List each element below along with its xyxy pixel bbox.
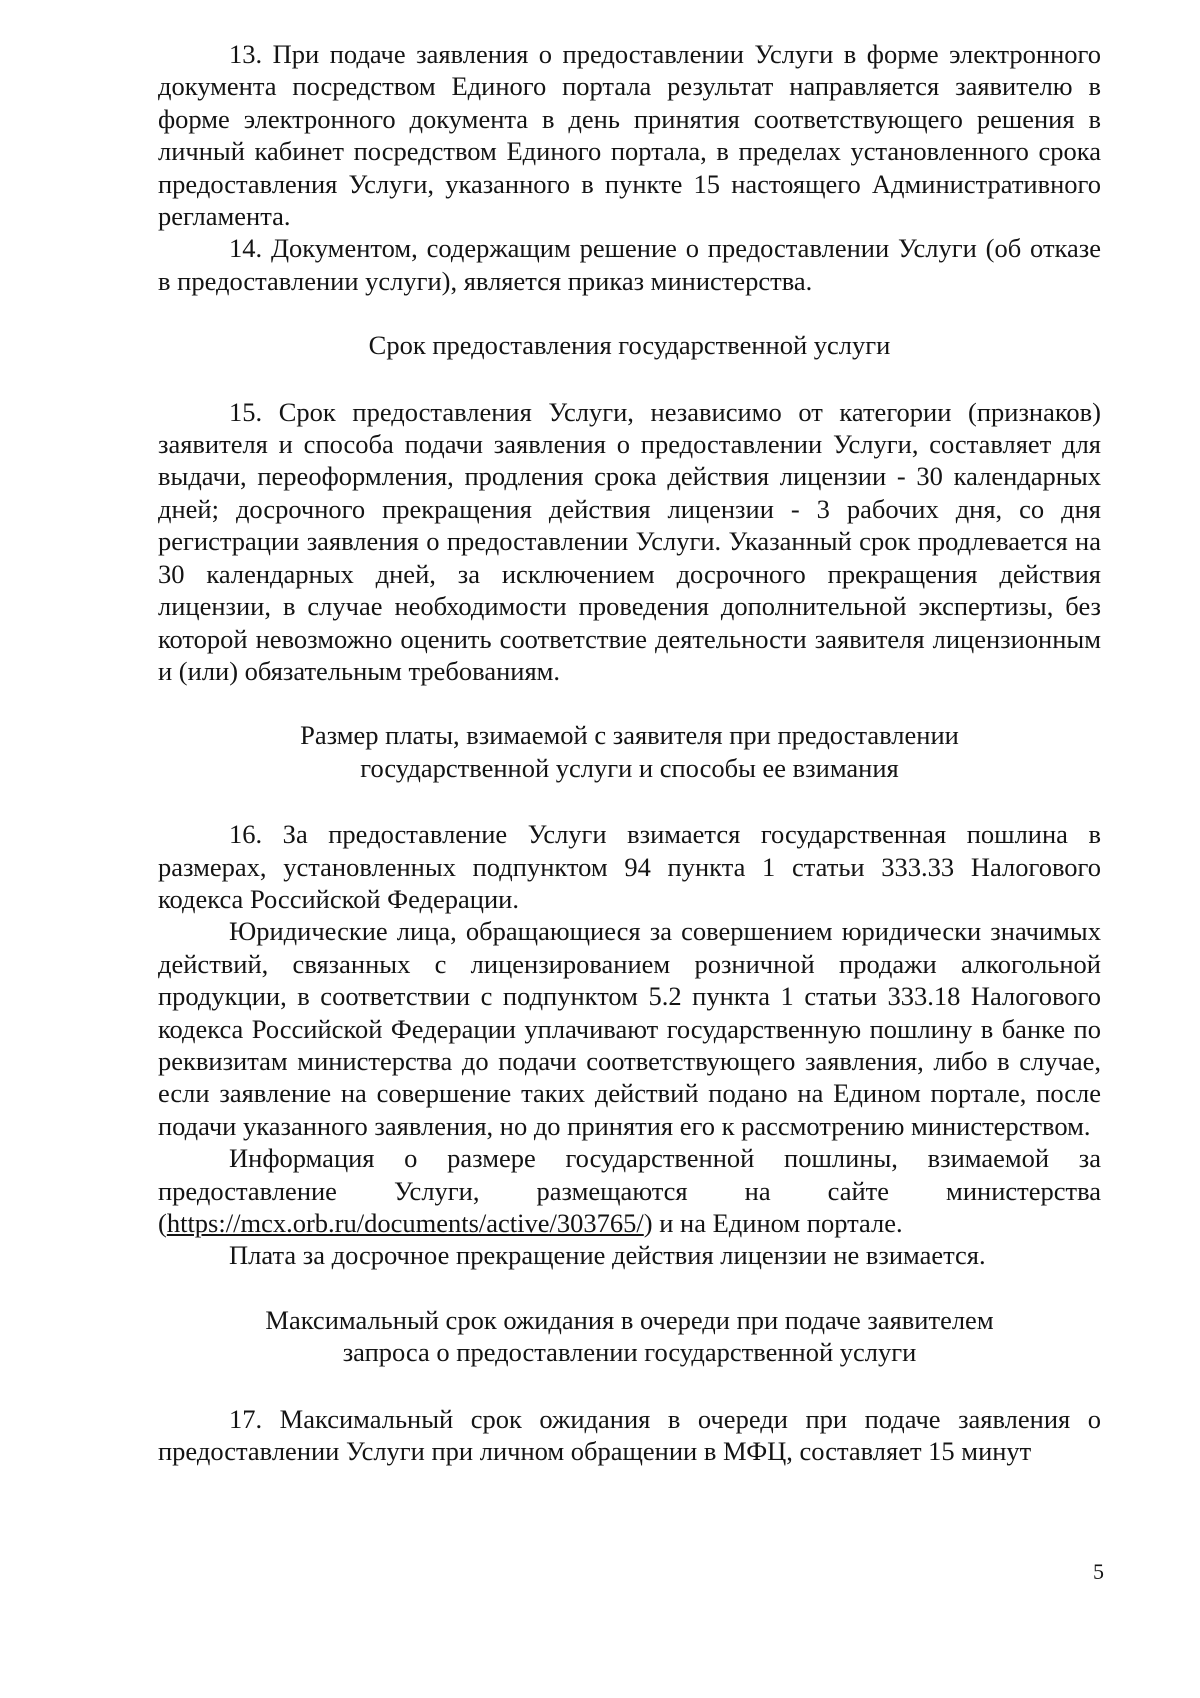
spacer <box>158 362 1101 396</box>
paragraph-16-legal-entities: Юридические лица, обращающиеся за совершением юридически значимых действий, связанных с лицензированием розничной продажи алкогольной продукции, в соответствии с подпунктом 5.2 пункта 1 статьи 333.18 Налогового кодекса Российской Федерации уплачивают государственную пошлину в банке по реквизитам министерства до подачи соответствующего заявления, либо в случае, если заявление на совершение таких действий подано на Едином портале, после подачи указанного заявления, но до принятия его к рассмотрению министерством. <box>158 916 1101 1141</box>
info-text-after: ) и на Едином портале. <box>643 1208 903 1238</box>
section-heading-term: Срок предоставления государственной услуги <box>368 330 891 361</box>
section-heading-fee-line2: государственной услуги и способы ее взимания <box>360 752 899 783</box>
paragraph-16: 16. За предоставление Услуги взимается государственная пошлина в размерах, установленных подпунктом 94 пункта 1 статьи 333.33 Налогового кодекса Российской Федерации. <box>158 819 1101 914</box>
paragraph-17: 17. Максимальный срок ожидания в очереди при подаче заявления о предоставлении Услуги при личном обращении в МФЦ, составляет 15 минут <box>158 1403 1101 1467</box>
paragraph-14: 14. Документом, содержащим решение о предоставлении Услуги (об отказе в предоставлении услуги), является приказ министерства. <box>158 233 1101 296</box>
section-heading-fee <box>158 719 1101 784</box>
paragraph-15: 15. Срок предоставления Услуги, независимо от категории (признаков) заявителя и способа подачи заявления о предоставлении Услуги, составляет для выдачи, переоформления, продления срока действия лицензии - 30 календарных дней; досрочного прекращения действия лицензии - 3 рабочих дня, со дня регистрации заявления о предоставлении Услуги. Указанный срок продлевается на 30 календарных дней, за исключением досрочного прекращения действия лицензии, в случае необходимости проведения дополнительной экспертизы, без которой невозможно оценить соответствие деятельности заявителя лицензионным и (или) обязательным требованиям. <box>158 396 1101 686</box>
spacer <box>158 687 1101 719</box>
ministry-website-link[interactable]: https://mcx.orb.ru/documents/active/303765/ <box>166 1208 644 1238</box>
paragraph-13: 13. При подаче заявления о предоставлении Услуги в форме электронного документа посредством Единого портала результат направляется заявителю в форме электронного документа в день принятия соответствующего решения в личный кабинет посредством Единого портала, в пределах установленного срока предоставления Услуги, указанного в пункте 15 настоящего Административного регламента. <box>158 39 1101 232</box>
spacer <box>158 784 1101 818</box>
spacer <box>158 297 1101 329</box>
page-number: 5 <box>1093 1559 1104 1584</box>
info-text-before: Информация о размере государственной пошлины, взимаемой за предоставление Услуги, размещаются на сайте министерства ( <box>158 1143 1101 1238</box>
section-heading-queue <box>158 1304 1101 1369</box>
document-body <box>158 38 1101 1467</box>
paragraph-16-fee-note: Плата за досрочное прекращение действия лицензии не взимается. <box>229 1240 986 1271</box>
section-heading-fee-line1: Размер платы, взимаемой с заявителя при предоставлении <box>300 720 959 751</box>
spacer <box>158 1272 1101 1304</box>
section-heading-queue-line1: Максимальный срок ожидания в очереди при подаче заявителем <box>265 1304 994 1335</box>
section-heading-queue-line2: запроса о предоставлении государственной услуги <box>342 1337 917 1368</box>
paragraph-16-info <box>158 1142 1101 1239</box>
spacer <box>158 1369 1101 1403</box>
